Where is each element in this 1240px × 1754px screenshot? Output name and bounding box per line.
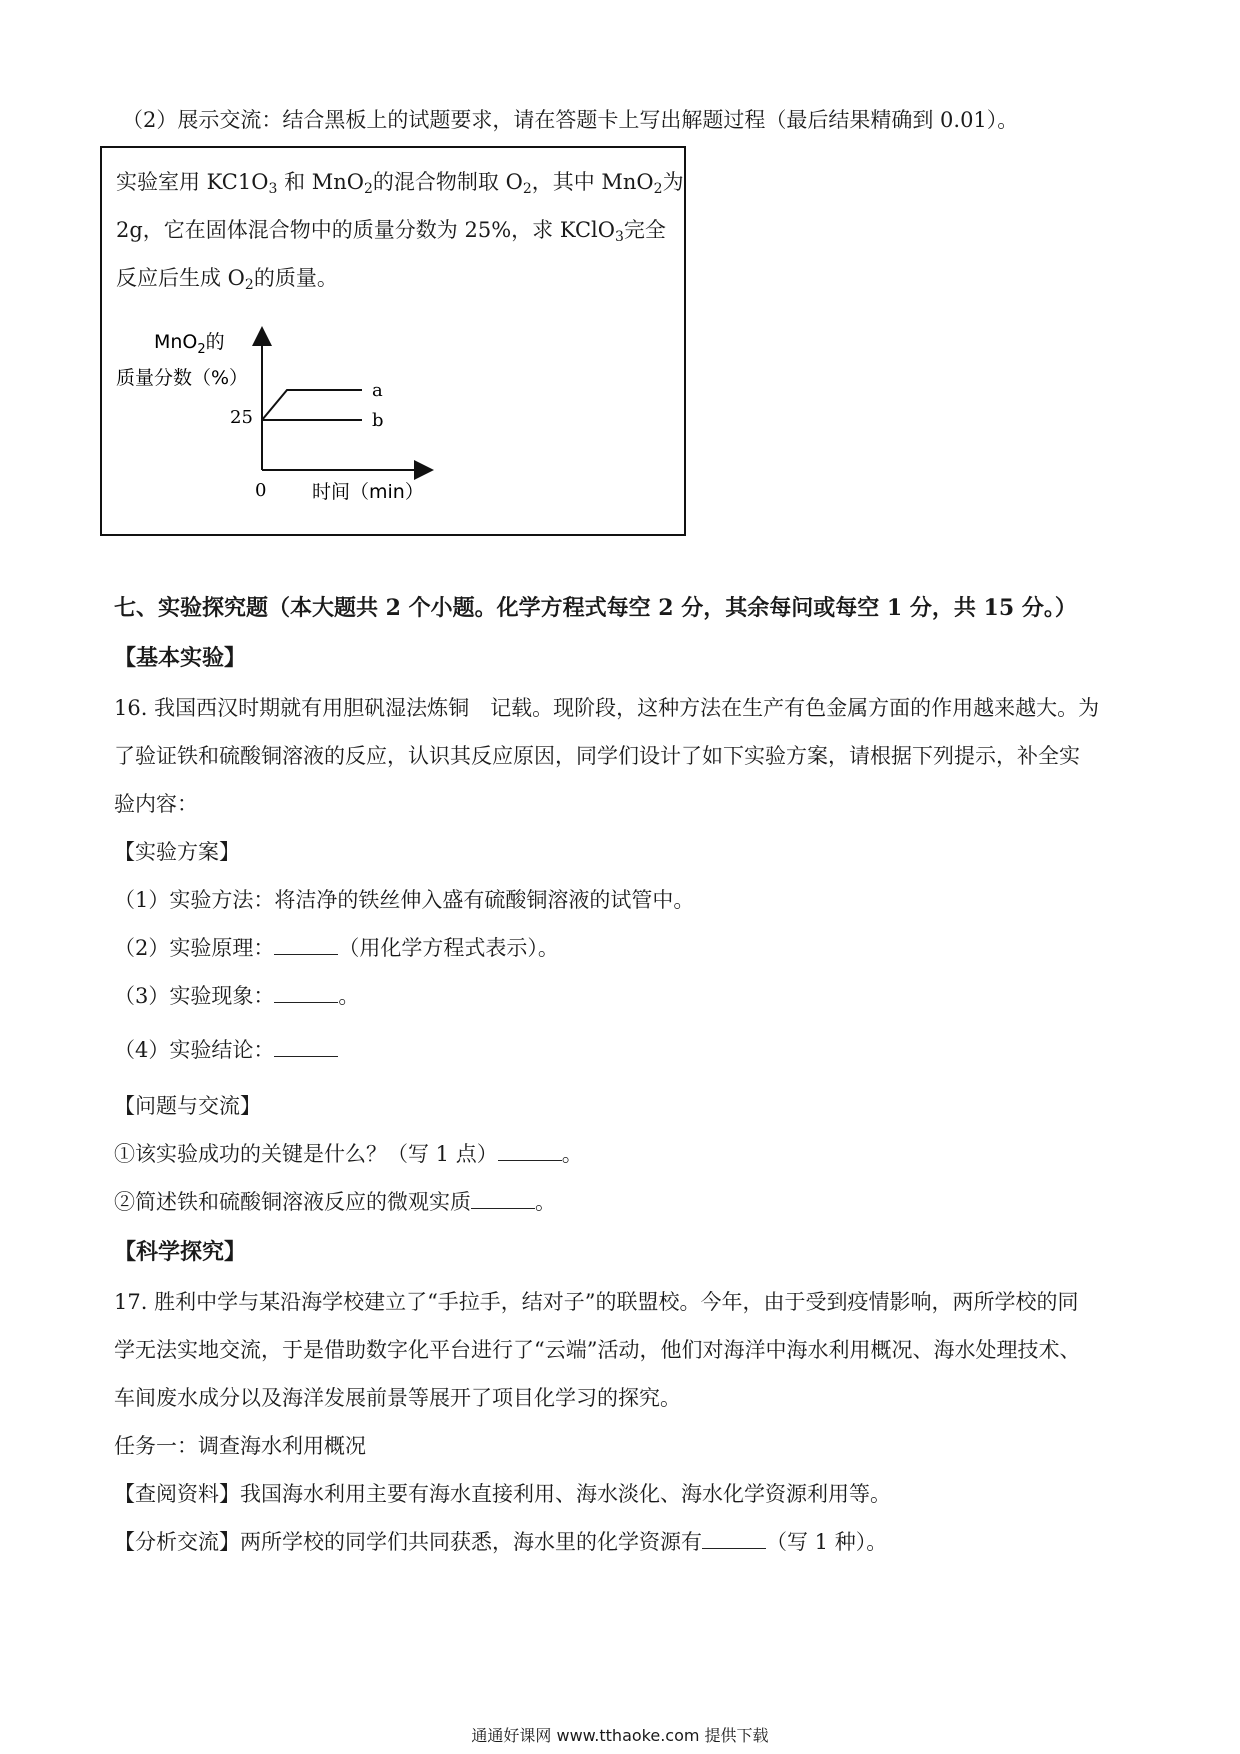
analysis-hint: （写 1 种）。 xyxy=(766,1530,888,1554)
discuss-1-end: 。 xyxy=(561,1142,583,1166)
problem-text: 的质量。 xyxy=(253,266,338,290)
step-2 xyxy=(114,934,559,962)
subscript: 2 xyxy=(522,181,532,197)
basic-experiment-title: 【基本实验】 xyxy=(114,645,247,671)
step-4 xyxy=(114,1036,338,1064)
q16-line-3: 验内容： xyxy=(114,792,198,816)
discuss-2-end: 。 xyxy=(535,1190,556,1214)
analysis-text xyxy=(114,1528,887,1556)
subscript: 3 xyxy=(614,229,624,245)
problem-text: 和 MnO xyxy=(284,170,364,194)
origin-label: 0 xyxy=(255,480,267,501)
q16-line-2: 了验证铁和硫酸铜溶液的反应，认识其反应原因，同学们设计了如下实验方案，请根据下列提示，补全实 xyxy=(114,744,1080,768)
mno2-fraction-chart xyxy=(102,148,684,534)
subscript: 2 xyxy=(653,181,663,197)
series-label-b: b xyxy=(372,410,384,431)
answer-blank[interactable] xyxy=(702,1528,766,1549)
q16-line-1: 16. 我国西汉时期就有用胆矾湿法炼铜 记载。现阶段，这种方法在生产有色金属方面的作用越来越大。为 xyxy=(114,696,1100,720)
q17-line-2: 学无法实地交流，于是借助数字化平台进行了“云端”活动，他们对海洋中海水利用概况、海水处理技术、 xyxy=(114,1338,1081,1362)
problem-text: 为 xyxy=(662,170,684,194)
subscript: 3 xyxy=(268,181,278,197)
x-axis-label: 时间（min） xyxy=(312,481,424,503)
footer-credit: 通通好课网 www.tthaoke.com 提供下载 xyxy=(471,1726,769,1745)
q15-part2-text: （2）展示交流：结合黑板上的试题要求，请在答题卡上写出解题过程（最后结果精确到 0.01）。 xyxy=(122,108,1019,132)
series-group xyxy=(262,380,384,431)
problem-text: 的混合物制取 O xyxy=(372,170,523,194)
series-line-a xyxy=(262,390,362,420)
problem-text: 完全 xyxy=(623,218,666,242)
problem-text: ，其中 MnO xyxy=(531,170,654,194)
problem-text: 实验室用 KC1O xyxy=(116,170,269,194)
step-3-end: 。 xyxy=(338,984,360,1008)
step-4-label: （4）实验结论： xyxy=(114,1038,275,1062)
science-inquiry-title: 【科学探究】 xyxy=(114,1239,247,1265)
discuss-1-text: ①该实验成功的关键是什么？（写 1 点） xyxy=(114,1142,498,1166)
lookup-text: 【查阅资料】我国海水利用主要有海水直接利用、海水淡化、海水化学资源利用等。 xyxy=(114,1482,891,1506)
y-tick-label: 25 xyxy=(230,407,253,428)
problem-box xyxy=(100,146,686,536)
answer-blank[interactable] xyxy=(471,1188,535,1209)
plan-title: 【实验方案】 xyxy=(114,840,240,864)
discuss-2 xyxy=(114,1188,556,1216)
problem-text: 2g，它在固体混合物中的质量分数为 25%，求 KClO xyxy=(116,218,615,242)
step-1: （1）实验方法：将洁净的铁丝伸入盛有硫酸铜溶液的试管中。 xyxy=(114,888,695,912)
discuss-2-text: ②简述铁和硫酸铜溶液反应的微观实质 xyxy=(114,1190,471,1214)
discuss-1 xyxy=(114,1140,583,1168)
problem-text: 反应后生成 O xyxy=(116,266,245,290)
step-2-label: （2）实验原理： xyxy=(114,936,275,960)
series-label-a: a xyxy=(372,380,383,401)
task-1: 任务一：调查海水利用概况 xyxy=(114,1434,366,1458)
y-axis-label-line1: MnO$_2$的 xyxy=(154,331,225,357)
section7-heading: 七、实验探究题（本大题共 2 个小题。化学方程式每空 2 分，其余每问或每空 1 分，共 15 分。） xyxy=(114,595,1077,621)
analysis-label: 【分析交流】两所学校的同学们共同获悉，海水里的化学资源有 xyxy=(114,1530,702,1554)
step-3-label: （3）实验现象： xyxy=(114,984,275,1008)
answer-blank[interactable] xyxy=(274,934,338,955)
step-2-hint: （用化学方程式表示）。 xyxy=(338,936,559,960)
step-3 xyxy=(114,982,359,1010)
subscript: 2 xyxy=(363,181,373,197)
q17-line-1: 17. 胜利中学与某沿海学校建立了“手拉手，结对子”的联盟校。今年，由于受到疫情影响，两所学校的同 xyxy=(114,1290,1079,1314)
subscript: 2 xyxy=(244,277,254,293)
answer-blank[interactable] xyxy=(274,982,338,1003)
answer-blank[interactable] xyxy=(274,1036,338,1057)
y-axis-label-line2: 质量分数（%） xyxy=(116,367,249,389)
answer-blank[interactable] xyxy=(498,1140,562,1161)
discuss-title: 【问题与交流】 xyxy=(114,1094,261,1118)
q17-line-3: 车间废水成分以及海洋发展前景等展开了项目化学习的探究。 xyxy=(114,1386,681,1410)
